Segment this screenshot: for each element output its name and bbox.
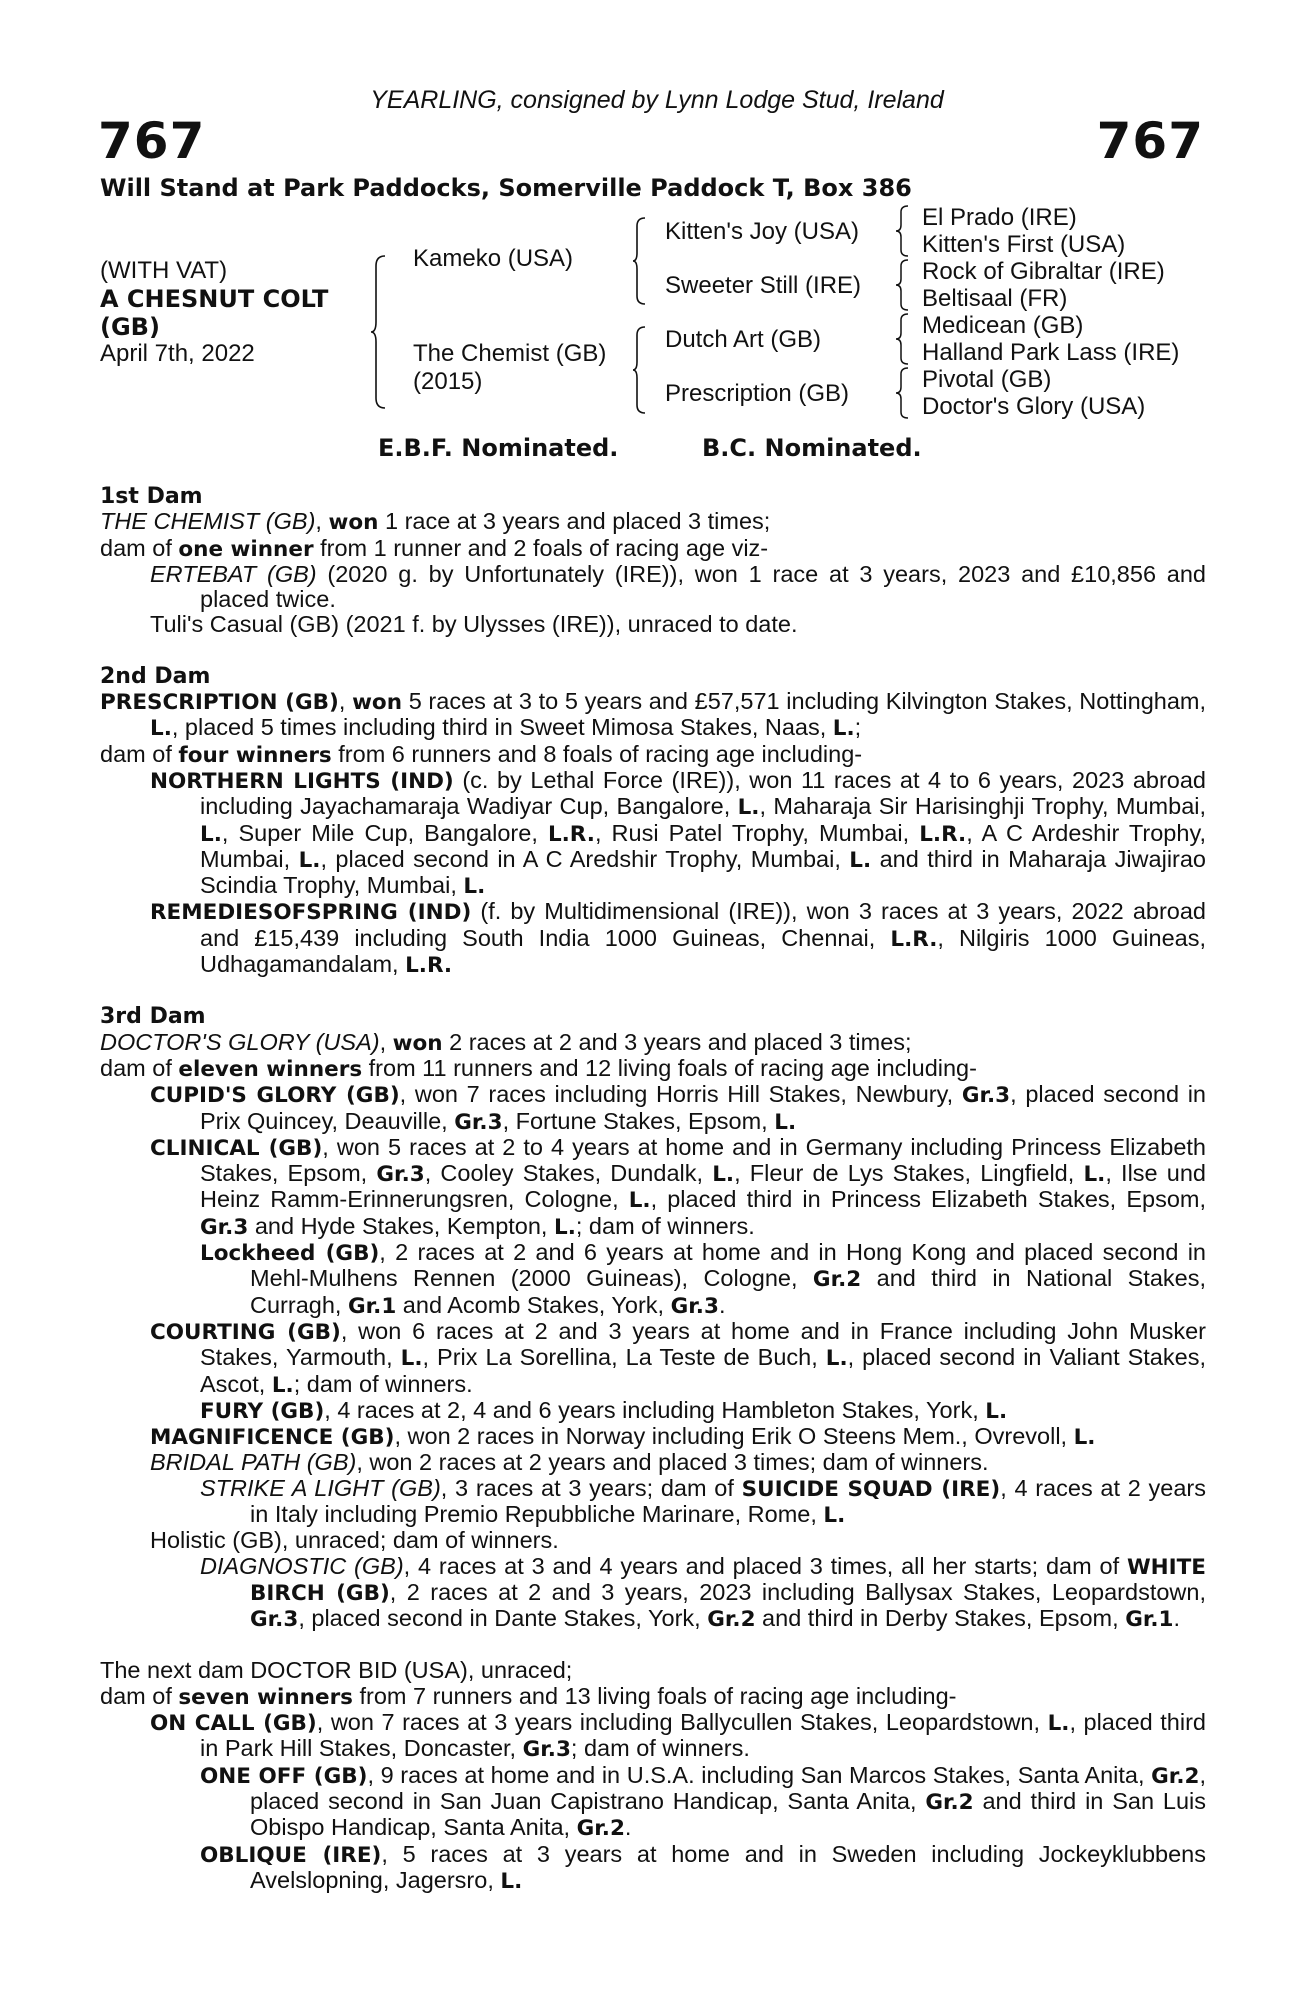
produce-summary bbox=[100, 742, 1206, 768]
grandfoal-entry bbox=[100, 1763, 1206, 1842]
foal-text: , Nilgiris 1000 Guineas, Udhagamandalam, bbox=[200, 924, 1206, 978]
produce-text: from 6 runners and 8 foals of racing age including- bbox=[331, 740, 863, 767]
foal-name: WHITE BIRCH (GB) bbox=[250, 1554, 1206, 1606]
foal-text: , won 2 races at 2 years and placed 3 times; dam of winners. bbox=[356, 1449, 989, 1476]
foal-text: , 3 races at 3 years; dam of bbox=[440, 1474, 742, 1501]
foal-name: DIAGNOSTIC (GB) bbox=[200, 1552, 404, 1579]
dam-dam: Prescription (GB) bbox=[665, 380, 850, 407]
dam-name: THE CHEMIST (GB) bbox=[100, 508, 316, 535]
foal-text: (c. by Lethal Force (IRE)), won 11 races at 4 to 6 years, 2023 abroad including Jayachamaraja Wadiyar Cup, Bangalore, bbox=[200, 766, 1207, 820]
punct: ; bbox=[854, 714, 862, 741]
listed-tag: L. bbox=[271, 1372, 294, 1398]
foal-name: FURY (GB) bbox=[200, 1398, 325, 1424]
consignment-line: YEARLING, consigned by Lynn Lodge Stud, Ireland bbox=[370, 86, 944, 114]
listed-tag: L. bbox=[737, 795, 760, 821]
sire-dam-dam: Beltisaal (FR) bbox=[922, 285, 1068, 312]
produce-summary bbox=[100, 1684, 1206, 1710]
group-tag: Gr.1 bbox=[1125, 1607, 1174, 1633]
foal-text: , 4 races at 2, 4 and 6 years including Hambleton Stakes, York, bbox=[324, 1396, 986, 1423]
grandfoal-entry bbox=[100, 1842, 1206, 1895]
foal-name: MAGNIFICENCE (GB) bbox=[150, 1425, 395, 1451]
foal-text: , Prix La Sorellina, La Teste de Buch, bbox=[422, 1344, 826, 1371]
dam-sire-sire: Medicean (GB) bbox=[922, 312, 1084, 339]
dam-text: , placed 5 times including third in Sweet Mimosa Stakes, Naas, bbox=[171, 714, 833, 741]
foal-entry bbox=[100, 1082, 1206, 1135]
foal-text: , 2 races at 2 and 3 years, 2023 including Ballysax Stakes, Leopardstown, bbox=[389, 1578, 1207, 1605]
foal-text: , placed third in Princess Elizabeth Stakes, Epsom, bbox=[650, 1186, 1206, 1213]
foal-entry: Holistic (GB), unraced; dam of winners. bbox=[150, 1527, 559, 1554]
foal-text: , Cooley Stakes, Dundalk, bbox=[424, 1160, 713, 1187]
foal-entry bbox=[100, 899, 1206, 978]
produce-prefix: dam of bbox=[100, 1682, 179, 1709]
foal-text: , placed second in San Juan Capistrano Handicap, Santa Anita, bbox=[250, 1761, 1206, 1814]
foal-entry bbox=[100, 768, 1206, 899]
date-of-birth: April 7th, 2022 bbox=[100, 340, 255, 367]
winner-count: one winner bbox=[178, 536, 314, 562]
foal-text: and third in Derby Stakes, Epsom, bbox=[755, 1605, 1126, 1632]
foal-text: , Super Mile Cup, Bangalore, bbox=[221, 819, 548, 846]
listed-tag: L. bbox=[823, 1502, 846, 1528]
punct: . bbox=[718, 1291, 726, 1318]
foal-name: Lockheed (GB) bbox=[200, 1241, 380, 1267]
grandfoal-entry bbox=[100, 1240, 1206, 1319]
foal-text: , placed second in Valiant Stakes, Ascot, bbox=[200, 1344, 1206, 1397]
sire-dam-sire: Rock of Gibraltar (IRE) bbox=[922, 258, 1165, 285]
brace-sd bbox=[895, 258, 911, 312]
grandfoal-entry bbox=[100, 1476, 1206, 1529]
produce-text: from 7 runners and 13 living foals of racing age including- bbox=[352, 1682, 957, 1709]
foal-entry bbox=[100, 562, 1206, 613]
group-tag: Gr.1 bbox=[347, 1293, 397, 1319]
group-tag: Gr.3 bbox=[454, 1109, 503, 1135]
brace-ds bbox=[895, 312, 911, 366]
listed-tag: L. bbox=[774, 1109, 797, 1135]
foal-entry bbox=[100, 1710, 1206, 1763]
foal-name: SUICIDE SQUAD (IRE) bbox=[741, 1476, 1001, 1502]
listed-tag: L. bbox=[463, 874, 486, 900]
foal-name: BRIDAL PATH (GB) bbox=[150, 1449, 357, 1476]
group-tag: Gr.3 bbox=[522, 1737, 571, 1763]
foal-text: (2020 g. by Unfortunately (IRE)), won 1 race at 3 years, 2023 and £10,856 and placed twice. bbox=[200, 560, 1206, 613]
group-tag: Gr.2 bbox=[812, 1267, 862, 1293]
sire-dam: Sweeter Still (IRE) bbox=[665, 272, 862, 299]
dam-name: DOCTOR'S GLORY (USA) bbox=[100, 1028, 380, 1055]
foal-entry bbox=[100, 1450, 1206, 1475]
ebf-nomination: E.B.F. Nominated. bbox=[378, 434, 619, 462]
foal-text: , won 5 races at 2 to 4 years at home and in Germany including Princess Elizabeth Stakes, Epsom, bbox=[200, 1133, 1206, 1187]
first-dam-section bbox=[100, 484, 1206, 638]
group-tag: Gr.2 bbox=[925, 1789, 974, 1815]
foal-text: , Fortune Stakes, Epsom, bbox=[502, 1107, 775, 1134]
bc-nomination: B.C. Nominated. bbox=[702, 434, 922, 462]
group-tag: Gr.3 bbox=[250, 1607, 299, 1633]
foal-name: COURTING (GB) bbox=[150, 1319, 341, 1345]
foal-entry bbox=[100, 1319, 1206, 1398]
section-heading: 3rd Dam bbox=[100, 1004, 206, 1030]
winner-count: seven winners bbox=[178, 1684, 353, 1710]
foal-entry bbox=[100, 1135, 1206, 1240]
group-tag: Gr.3 bbox=[961, 1083, 1011, 1109]
dam-dam-sire: Pivotal (GB) bbox=[922, 366, 1052, 393]
listed-tag: L. bbox=[1047, 1711, 1070, 1737]
group-tag: Gr.2 bbox=[1151, 1763, 1200, 1789]
group-tag: Gr.2 bbox=[707, 1607, 756, 1633]
foal-name: CUPID'S GLORY (GB) bbox=[150, 1083, 400, 1109]
produce-prefix: dam of bbox=[100, 534, 179, 561]
foal-text: , won 6 races at 2 and 3 years at home and in France including John Musker Stakes, Yarmouth, bbox=[200, 1317, 1206, 1371]
listed-tag: L. bbox=[500, 1868, 523, 1894]
sire-sire-sire: El Prado (IRE) bbox=[922, 204, 1077, 231]
grandfoal-entry bbox=[100, 1398, 1206, 1424]
brace-dd bbox=[895, 366, 911, 420]
produce-text: from 11 runners and 12 living foals of racing age including- bbox=[362, 1054, 977, 1081]
brace-gen1 bbox=[370, 254, 390, 410]
listed-tag: L. bbox=[1083, 1162, 1106, 1188]
listed-tag: L. bbox=[150, 716, 172, 742]
foal-name: NORTHERN LIGHTS (IND) bbox=[150, 768, 454, 794]
foal-text: , won 2 races in Norway including Erik O Steens Mem., Ovrevoll, bbox=[394, 1423, 1074, 1450]
group-tag: Gr.2 bbox=[576, 1816, 625, 1842]
dam-text: 5 races at 3 to 5 years and £57,571 including Kilvington Stakes, Nottingham, bbox=[402, 688, 1207, 715]
third-dam-section bbox=[100, 1004, 1206, 1632]
foal-name: STRIKE A LIGHT (GB) bbox=[200, 1474, 441, 1501]
foal-text: ; dam of winners. bbox=[570, 1735, 750, 1762]
won-label: won bbox=[392, 1030, 443, 1056]
foal-text: , 9 races at home and in U.S.A. including San Marcos Stakes, Santa Anita, bbox=[367, 1761, 1152, 1788]
produce-record bbox=[100, 484, 1206, 1894]
dam-sire: Dutch Art (GB) bbox=[665, 326, 822, 353]
listed-race-tag: L.R. bbox=[890, 926, 938, 952]
listed-race-tag: L.R. bbox=[919, 821, 967, 847]
dam-name: PRESCRIPTION (GB) bbox=[100, 690, 339, 716]
produce-summary bbox=[100, 536, 1206, 562]
foal-text: and Hyde Stakes, Kempton, bbox=[248, 1212, 554, 1239]
foal-text: , A C Ardeshir Trophy, Mumbai, bbox=[200, 819, 1206, 872]
won-label: won bbox=[352, 690, 403, 716]
won-label: won bbox=[328, 510, 379, 536]
sire-sire: Kitten's Joy (USA) bbox=[665, 218, 859, 245]
punct: . bbox=[1173, 1605, 1181, 1632]
foal-text: , 4 races at 3 and 4 years and placed 3 times, all her starts; dam of bbox=[403, 1552, 1127, 1579]
foal-text: , 2 races at 2 and 6 years at home and in Hong Kong and placed second in Mehl-Mulhens Rennen (2000 Guineas), Cologne, bbox=[250, 1239, 1206, 1292]
winner-count: four winners bbox=[178, 742, 332, 768]
produce-prefix: dam of bbox=[100, 740, 179, 767]
dam-year: (2015) bbox=[413, 368, 483, 395]
horse-name-line2: (GB) bbox=[100, 313, 160, 341]
foal-text: , 4 races at 2 years in Italy including Premio Repubbliche Marinare, Rome, bbox=[250, 1474, 1207, 1527]
foal-name: REMEDIESOFSPRING (IND) bbox=[150, 900, 472, 926]
listed-tag: L. bbox=[985, 1398, 1008, 1424]
foal-text: , placed second in A C Aredshir Trophy, Mumbai, bbox=[320, 845, 850, 872]
group-tag: Gr.3 bbox=[670, 1293, 719, 1319]
listed-tag: L. bbox=[1073, 1425, 1096, 1451]
group-tag: Gr.3 bbox=[200, 1214, 249, 1240]
brace-ss bbox=[895, 204, 911, 258]
produce-prefix: dam of bbox=[100, 1054, 179, 1081]
brace-sire bbox=[632, 216, 648, 306]
punct: . bbox=[624, 1814, 632, 1841]
foal-name: ONE OFF (GB) bbox=[200, 1763, 368, 1789]
listed-tag: L. bbox=[554, 1214, 576, 1240]
listed-tag: L. bbox=[298, 847, 321, 873]
foal-text: , placed second in Dante Stakes, York, bbox=[298, 1605, 708, 1632]
listed-tag: L. bbox=[849, 847, 872, 873]
listed-tag: L. bbox=[832, 716, 855, 742]
sire-sire-dam: Kitten's First (USA) bbox=[922, 231, 1126, 258]
foal-text: , placed second in Prix Quincey, Deauville, bbox=[200, 1081, 1206, 1134]
foal-text: ; dam of winners. bbox=[575, 1212, 755, 1239]
sire-name: Kameko (USA) bbox=[413, 245, 574, 272]
listed-race-tag: L.R. bbox=[405, 953, 453, 979]
listed-tag: L. bbox=[712, 1162, 735, 1188]
section-heading: 2nd Dam bbox=[100, 663, 211, 689]
foal-text: ; dam of winners. bbox=[293, 1370, 473, 1397]
foal-entry bbox=[100, 1424, 1206, 1450]
winner-count: eleven winners bbox=[178, 1056, 363, 1082]
section-heading: 1st Dam bbox=[100, 484, 203, 509]
next-dam-section bbox=[100, 1658, 1206, 1894]
foal-text: and third in National Stakes, Curragh, bbox=[250, 1265, 1206, 1318]
stand-location: Will Stand at Park Paddocks, Somerville Paddock T, Box 386 bbox=[100, 174, 912, 202]
dam-text: 2 races at 2 and 3 years and placed 3 times; bbox=[442, 1028, 912, 1055]
brace-dam bbox=[632, 325, 648, 415]
dam-text: 1 race at 3 years and placed 3 times; bbox=[378, 508, 771, 535]
foal-text: (f. by Multidimensional (IRE)), won 3 races at 3 years, 2022 abroad and £15,439 including South India 1000 Guineas, Chennai, bbox=[200, 898, 1206, 951]
second-dam-section bbox=[100, 664, 1206, 979]
foal-name: OBLIQUE (IRE) bbox=[200, 1842, 382, 1868]
grandfoal-entry bbox=[100, 1554, 1206, 1633]
foal-entry: Tuli's Casual (GB) (2021 f. by Ulysses (IRE)), unraced to date. bbox=[150, 611, 798, 638]
horse-name-line1: A CHESNUT COLT bbox=[100, 285, 329, 313]
dam-dam-dam: Doctor's Glory (USA) bbox=[922, 393, 1146, 420]
foal-name: ON CALL (GB) bbox=[150, 1711, 317, 1737]
produce-text: from 1 runner and 2 foals of racing age viz- bbox=[313, 534, 769, 561]
foal-text: and third in San Luis Obispo Handicap, Santa Anita, bbox=[250, 1787, 1206, 1841]
dam-record: THE CHEMIST (GB), won 1 race at 3 years and placed 3 times; bbox=[100, 508, 771, 536]
vat-note: (WITH VAT) bbox=[100, 257, 228, 284]
foal-text: , won 7 races at 3 years including Ballycullen Stakes, Leopardstown, bbox=[316, 1709, 1048, 1736]
foal-text: and third in Maharaja Jiwajirao Scindia Trophy, Mumbai, bbox=[200, 845, 1207, 899]
foal-name: CLINICAL (GB) bbox=[150, 1135, 323, 1161]
dam-sire-dam: Halland Park Lass (IRE) bbox=[922, 339, 1180, 366]
foal-text: , Rusi Patel Trophy, Mumbai, bbox=[594, 819, 920, 846]
listed-tag: L. bbox=[200, 821, 222, 847]
lot-number-right: 767 bbox=[1096, 112, 1204, 170]
foal-text: , 5 races at 3 years at home and in Sweden including Jockeyklubbens Avelslopning, Jagersro, bbox=[250, 1840, 1206, 1893]
lot-number-left: 767 bbox=[98, 112, 206, 170]
foal-text: , Ilse und Heinz Ramm-Erinnerungsren, Cologne, bbox=[200, 1160, 1206, 1213]
dam-record: DOCTOR'S GLORY (USA), won 2 races at 2 and 3 years and placed 3 times; bbox=[100, 1028, 912, 1056]
foal-text: , Fleur de Lys Stakes, Lingfield, bbox=[734, 1160, 1084, 1187]
dam-record: The next dam DOCTOR BID (USA), unraced; bbox=[100, 1657, 573, 1684]
foal-text: , placed third in Park Hill Stakes, Doncaster, bbox=[200, 1709, 1206, 1762]
listed-tag: L. bbox=[400, 1346, 423, 1372]
produce-summary bbox=[100, 1056, 1206, 1082]
group-tag: Gr.3 bbox=[376, 1162, 425, 1188]
foal-text: , won 7 races including Horris Hill Stakes, Newbury, bbox=[399, 1081, 962, 1108]
dam-name: The Chemist (GB) bbox=[413, 340, 607, 367]
dam-record: PRESCRIPTION (GB), won 5 races at 3 to 5 years and £57,571 including Kilvington Stakes, Nottingham, L., placed 5 times including third in Sweet Mimosa Stakes, Naas, L.; bbox=[100, 688, 1207, 742]
foal-name: ERTEBAT (GB) bbox=[150, 560, 317, 587]
foal-text: , Maharaja Sir Harisinghji Trophy, Mumbai, bbox=[759, 793, 1207, 820]
listed-tag: L. bbox=[825, 1346, 848, 1372]
listed-race-tag: L.R. bbox=[547, 821, 595, 847]
listed-tag: L. bbox=[628, 1188, 651, 1214]
foal-text: and Acomb Stakes, York, bbox=[396, 1291, 671, 1318]
